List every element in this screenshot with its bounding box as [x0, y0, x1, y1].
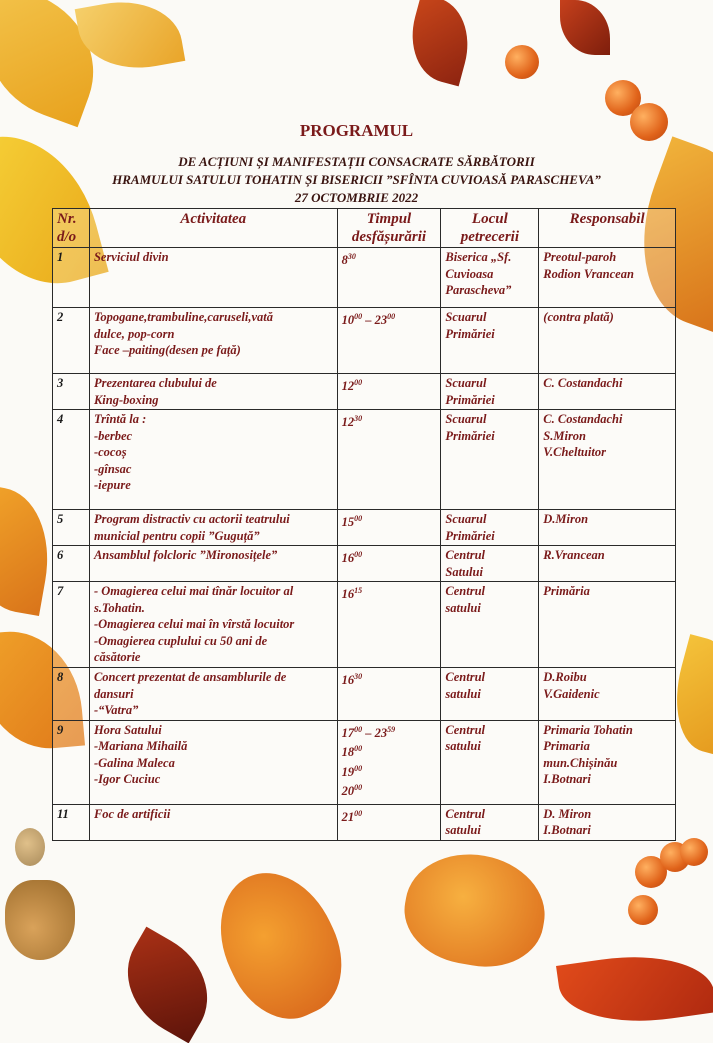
table-row — [53, 308, 676, 374]
responsible-cell — [539, 668, 676, 721]
activity-line: -Igor Cuciuc — [93, 772, 161, 786]
time-cell — [337, 510, 441, 546]
table-header-row — [53, 209, 676, 248]
activity-cell — [89, 668, 337, 721]
place-line: Satului — [445, 564, 483, 579]
row-number: 6 — [53, 546, 90, 582]
responsible-line: D.Roibu — [543, 670, 587, 684]
table-row — [53, 546, 676, 582]
time-cell — [337, 248, 441, 308]
row-number: 3 — [53, 374, 90, 410]
header-nr: Nr. d/o — [53, 209, 90, 248]
program-table — [52, 208, 676, 841]
table-row — [53, 510, 676, 546]
responsible-line: Primaria Tohatin — [543, 722, 633, 737]
activity-cell — [89, 720, 337, 804]
time-cell — [337, 582, 441, 668]
time-value: $20^{00}$ — [341, 783, 363, 799]
header-place: Locul petrecerii — [441, 209, 539, 248]
header-time: Timpul desfășurării — [337, 209, 441, 248]
row-number: 2 — [53, 308, 90, 374]
time-value: $16^{30}$ — [341, 672, 363, 688]
activity-line: Serviciul divin — [93, 250, 169, 264]
responsible-cell — [539, 546, 676, 582]
activity-line: Ansamblul folcloric ”Mironosițele” — [93, 548, 278, 562]
place-line: Parascheva” — [445, 283, 512, 297]
time-cell — [337, 546, 441, 582]
place-line: Primăriei — [445, 428, 495, 443]
place-line: Biserica „Sf. — [445, 250, 512, 264]
time-value: $21^{00}$ — [341, 808, 363, 824]
responsible-line: R.Vrancean — [543, 548, 605, 562]
place-cell — [441, 410, 539, 510]
table-row — [53, 374, 676, 410]
activity-line: Foc de artificii — [93, 806, 171, 821]
row-number: 4 — [53, 410, 90, 510]
responsible-line: Preotul-paroh — [543, 250, 617, 264]
place-line: satului — [445, 739, 481, 753]
place-line: Primăriei — [445, 528, 495, 543]
activity-cell — [89, 546, 337, 582]
place-cell — [441, 546, 539, 582]
activity-line: -“Vatra” — [93, 703, 139, 717]
activity-line: -berbec — [93, 428, 133, 443]
table-body — [53, 248, 676, 841]
time-value: $8^{30}$ — [341, 252, 356, 268]
table-row — [53, 582, 676, 668]
place-line: Centrul — [445, 548, 486, 562]
activity-line: -cocoș — [93, 445, 127, 459]
responsible-cell — [539, 248, 676, 308]
place-line: Scuarul — [445, 376, 487, 390]
activity-line: Face –paiting(desen pe față) — [93, 343, 241, 357]
place-line: Scuarul — [445, 512, 487, 526]
document-subtitle-line1: DE ACȚIUNI ȘI MANIFESTAȚII CONSACRATE SĂRBĂTORII — [178, 154, 535, 169]
activity-line: Trîntă la : — [93, 412, 147, 426]
time-value: $17^{00} - 23^{59}$ — [341, 724, 396, 740]
place-line: satului — [445, 823, 481, 837]
time-value: $12^{30}$ — [341, 414, 363, 430]
table-row — [53, 668, 676, 721]
row-number: 11 — [53, 804, 90, 840]
place-cell — [441, 720, 539, 804]
place-cell — [441, 374, 539, 410]
place-line: Primăriei — [445, 392, 495, 407]
time-cell — [337, 668, 441, 721]
activity-cell — [89, 510, 337, 546]
activity-line: Prezentarea clubului de — [93, 376, 217, 390]
place-cell — [441, 582, 539, 668]
activity-line: -Mariana Mihailă — [93, 739, 188, 753]
responsible-cell — [539, 374, 676, 410]
document-date: 27 OCTOMBRIE 2022 — [294, 190, 419, 205]
place-line: satului — [445, 686, 481, 701]
time-cell — [337, 410, 441, 510]
document-subtitle-line2: HRAMULUI SATULUI TOHATIN ȘI BISERICII ”SFÎNTA CUVIOASĂ PARASCHEVA” — [112, 172, 601, 187]
responsible-cell — [539, 720, 676, 804]
place-line: Centrul — [445, 584, 486, 598]
place-line: Centrul — [445, 806, 486, 821]
responsible-line: Primăria — [543, 584, 590, 598]
time-value: $10^{00} - 23^{00}$ — [341, 312, 396, 328]
responsible-line: I.Botnari — [543, 772, 591, 786]
place-line: Cuvioasa — [445, 266, 494, 281]
place-line: satului — [445, 600, 481, 615]
document-title: PROGRAMUL — [299, 121, 414, 140]
row-number: 5 — [53, 510, 90, 546]
responsible-cell — [539, 308, 676, 374]
activity-line: căsătorie — [93, 650, 141, 664]
activity-line: dansuri — [93, 686, 134, 701]
activity-line: King-boxing — [93, 392, 159, 407]
responsible-line: V.Cheltuitor — [543, 445, 606, 459]
time-value: $18^{00}$ — [341, 744, 363, 760]
responsible-line: S.Miron — [543, 428, 587, 443]
table-row — [53, 410, 676, 510]
activity-line: Concert prezentat de ansamblurile de — [93, 670, 287, 684]
place-cell — [441, 804, 539, 840]
table-row — [53, 720, 676, 804]
place-line: Centrul — [445, 722, 486, 737]
place-cell — [441, 668, 539, 721]
place-line: Scuarul — [445, 310, 487, 324]
activity-cell — [89, 374, 337, 410]
place-line: Centrul — [445, 670, 486, 684]
row-number: 1 — [53, 248, 90, 308]
row-number: 7 — [53, 582, 90, 668]
time-cell — [337, 720, 441, 804]
activity-cell — [89, 248, 337, 308]
activity-line: municial pentru copii ”Guguță” — [93, 528, 260, 543]
row-number: 8 — [53, 668, 90, 721]
activity-line: - Omagierea celui mai tînăr locuitor al — [93, 584, 294, 598]
activity-cell — [89, 308, 337, 374]
activity-line: s.Tohatin. — [93, 600, 145, 615]
responsible-line: D. Miron — [543, 806, 592, 821]
responsible-line: D.Miron — [543, 512, 589, 526]
activity-line: Hora Satului — [93, 722, 162, 737]
responsible-cell — [539, 410, 676, 510]
activity-cell — [89, 804, 337, 840]
responsible-line: C. Costandachi — [543, 376, 623, 390]
time-value: $12^{00}$ — [341, 378, 363, 394]
responsible-cell — [539, 510, 676, 546]
responsible-line: V.Gaidenic — [543, 686, 600, 701]
activity-line: -Omagierea celui mai în vîrstă locuitor — [93, 617, 295, 631]
place-cell — [441, 308, 539, 374]
time-cell — [337, 804, 441, 840]
table-row — [53, 248, 676, 308]
activity-line: -gînsac — [93, 461, 132, 476]
place-line: Scuarul — [445, 412, 487, 426]
activity-line: Topogane,trambuline,caruseli,vată — [93, 310, 274, 324]
responsible-line: C. Costandachi — [543, 412, 623, 426]
activity-line: -Omagierea cuplului cu 50 ani de — [93, 633, 268, 648]
time-value: $16^{15}$ — [341, 586, 363, 602]
time-value: $15^{00}$ — [341, 514, 363, 530]
responsible-line: mun.Chișinău — [543, 755, 618, 770]
table-row — [53, 804, 676, 840]
place-line: Primăriei — [445, 326, 495, 341]
responsible-line: (contra plată) — [543, 310, 614, 324]
responsible-line: Rodion Vrancean — [543, 266, 634, 281]
header-activity: Activitatea — [89, 209, 337, 248]
responsible-line: Primaria — [543, 739, 590, 753]
time-value: $16^{00}$ — [341, 550, 363, 566]
place-cell — [441, 248, 539, 308]
place-cell — [441, 510, 539, 546]
time-cell — [337, 374, 441, 410]
responsible-cell — [539, 582, 676, 668]
activity-line: -Galina Maleca — [93, 755, 175, 770]
activity-line: dulce, pop-corn — [93, 326, 175, 341]
activity-line: Program distractiv cu actorii teatrului — [93, 512, 290, 526]
activity-cell — [89, 410, 337, 510]
activity-line: -iepure — [93, 478, 131, 492]
time-value: $19^{00}$ — [341, 763, 363, 779]
activity-cell — [89, 582, 337, 668]
time-cell — [337, 308, 441, 374]
row-number: 9 — [53, 720, 90, 804]
responsible-cell — [539, 804, 676, 840]
header-responsible: Responsabil — [539, 209, 676, 248]
responsible-line: I.Botnari — [543, 823, 591, 837]
